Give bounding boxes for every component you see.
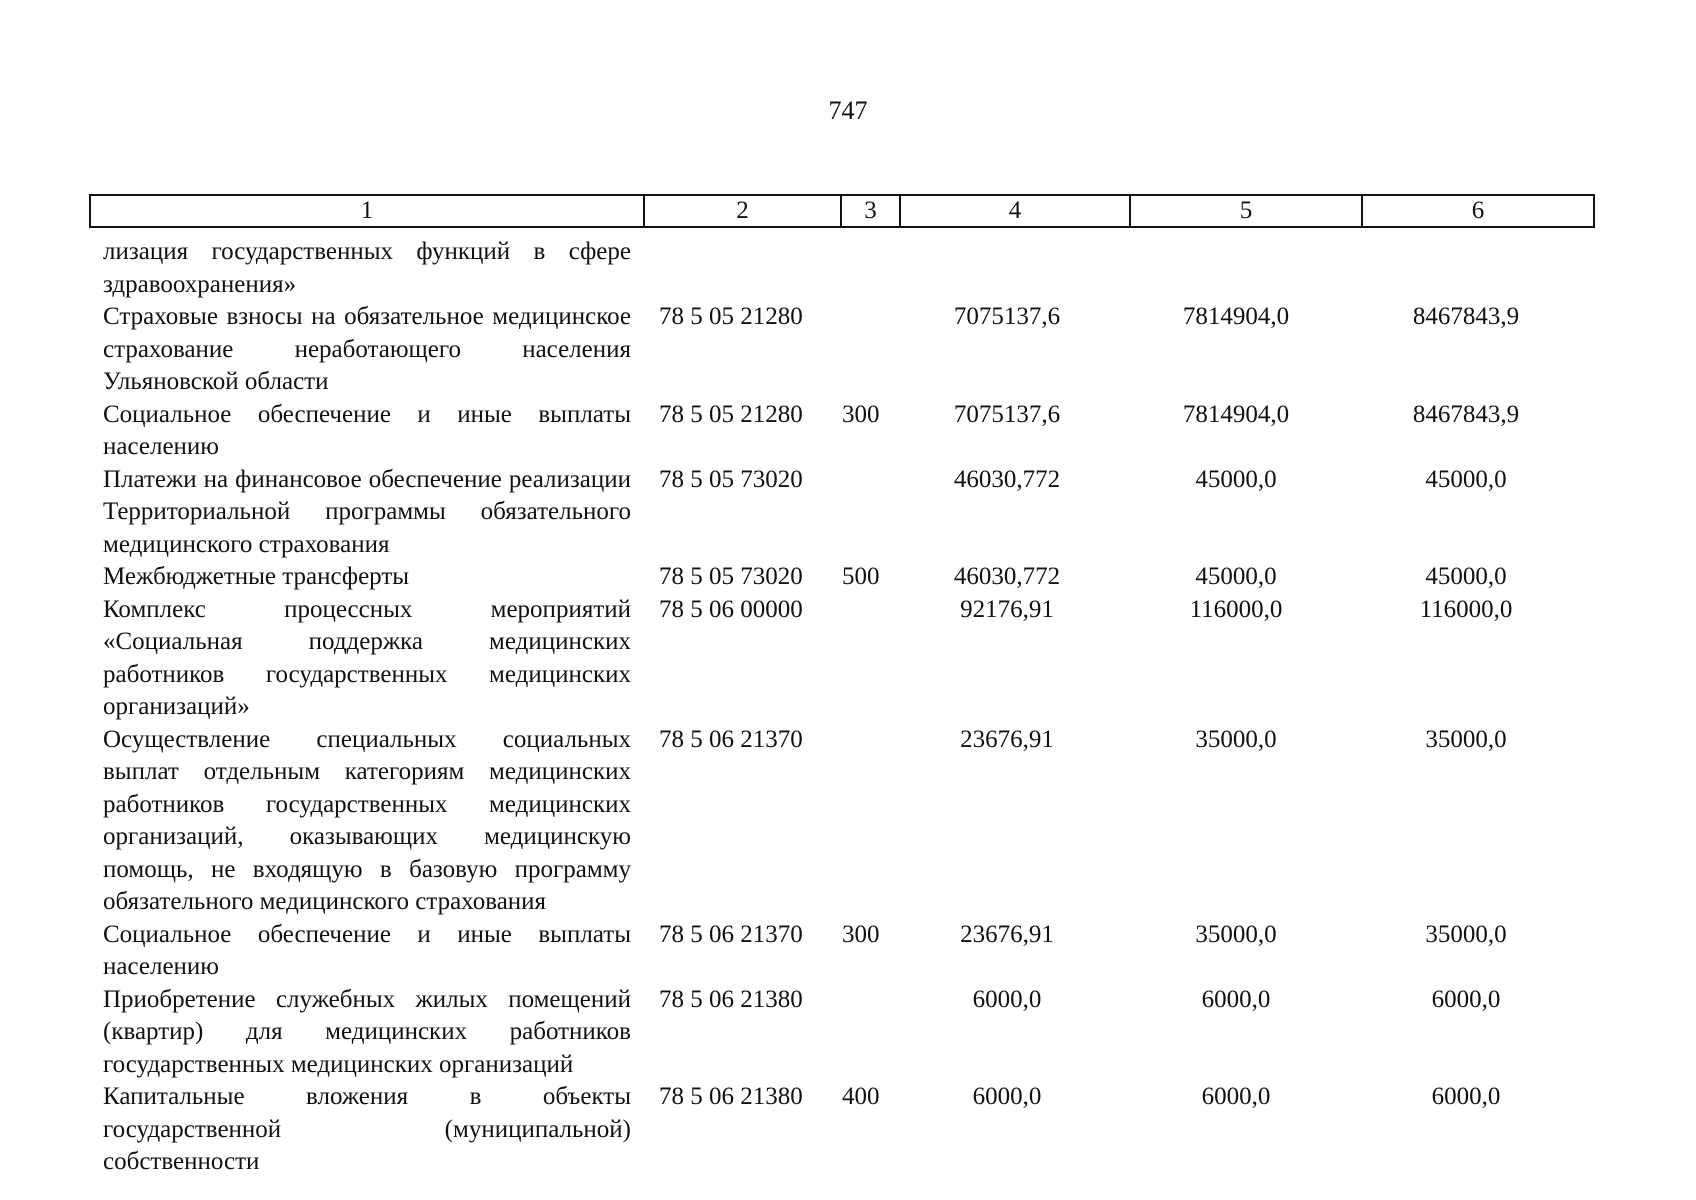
row-name-cell: Капитальные вложения в объекты государственной (муниципальной) собственности [103, 1083, 631, 1175]
page-number: 747 [828, 96, 868, 125]
row-type-cell [836, 594, 893, 724]
row-code-cell: 78 5 06 21370 [659, 920, 803, 948]
row-value-col4: 7075137,6 [953, 400, 1061, 428]
row-code-cell: 78 5 06 00000 [659, 595, 803, 623]
header-col-3: 3 [841, 195, 900, 227]
row-value-col6: 6000,0 [1431, 1083, 1501, 1110]
row-value-col6: 8467843,9 [1412, 303, 1520, 330]
row-type-cell [836, 984, 893, 1082]
row-type-cell [836, 464, 893, 562]
table-body [89, 236, 1581, 1179]
row-value-col4: 6000,0 [972, 985, 1042, 1013]
row-name-cell: Комплекс процессных мероприятий «Социальная поддержка медицинских работников государственных медицинских организаций» [103, 595, 631, 720]
row-type-cell [836, 301, 893, 399]
row-value-col6: 35000,0 [1425, 725, 1507, 753]
row-name-cell: лизация государственных функций в сфере здравоохранения» [103, 238, 631, 298]
row-name-cell: Осуществление специальных социальных выплат отдельным категориям медицинских работников государственных медицинских организаций, оказывающих медицинскую помощь, не входящую в базовую программу обязательного медицинского страхования [103, 725, 631, 915]
row-value-col5: 116000,0 [1189, 595, 1283, 623]
row-value-col5: 7814904,0 [1182, 400, 1290, 428]
table-row [89, 724, 1581, 919]
row-code-cell: 78 5 06 21380 [659, 1083, 803, 1110]
row-code-cell: 78 5 05 21280 [659, 400, 803, 428]
row-value-col5: 6000,0 [1201, 1083, 1271, 1110]
row-value-col5 [1121, 236, 1351, 301]
table-row [89, 464, 1581, 562]
row-value-col6: 116000,0 [1419, 595, 1513, 623]
row-code-cell: 78 5 05 21280 [659, 303, 803, 330]
row-name-cell: Социальное обеспечение и иные выплаты населению [103, 920, 631, 980]
table-row [89, 919, 1581, 984]
row-value-col6: 35000,0 [1425, 920, 1507, 948]
row-type-cell [836, 236, 893, 301]
table-header [89, 194, 1595, 228]
table-row [89, 1081, 1581, 1179]
row-value-col5: 35000,0 [1195, 920, 1277, 948]
row-type-cell: 300 [842, 400, 880, 428]
header-col-5: 5 [1130, 195, 1362, 227]
row-value-col6: 8467843,9 [1412, 400, 1520, 428]
table-row [89, 301, 1581, 399]
header-col-6: 6 [1362, 195, 1594, 227]
row-name-cell: Социальное обеспечение и иные выплаты населению [103, 400, 631, 460]
row-code-cell [641, 236, 836, 301]
row-value-col4: 23676,91 [960, 725, 1054, 753]
row-value-col4 [893, 236, 1121, 301]
table-row [89, 236, 1581, 301]
table-row [89, 594, 1581, 724]
row-name-cell: Межбюджетные трансферты [103, 563, 410, 590]
table-row [89, 399, 1581, 464]
row-type-cell: 400 [842, 1083, 880, 1110]
row-value-col6: 45000,0 [1425, 465, 1507, 493]
row-value-col6: 45000,0 [1425, 563, 1507, 590]
row-value-col5: 6000,0 [1201, 985, 1271, 1013]
row-name-cell: Платежи на финансовое обеспечение реализации Территориальной программы обязательного медицинского страхования [103, 465, 631, 558]
row-value-col6 [1351, 236, 1581, 301]
table-row [89, 984, 1581, 1082]
table-row [89, 561, 1581, 594]
row-code-cell: 78 5 05 73020 [659, 563, 803, 590]
row-value-col4: 92176,91 [960, 595, 1054, 623]
row-code-cell: 78 5 06 21380 [659, 985, 803, 1013]
row-name-cell: Приобретение служебных жилых помещений (квартир) для медицинских работников государственных медицинских организаций [103, 985, 631, 1078]
row-type-cell [836, 724, 893, 919]
row-value-col5: 45000,0 [1195, 465, 1277, 493]
row-value-col4: 46030,772 [953, 465, 1061, 493]
row-type-cell: 500 [842, 563, 880, 590]
row-value-col5: 7814904,0 [1182, 303, 1290, 330]
header-col-4: 4 [900, 195, 1130, 227]
row-value-col6: 6000,0 [1431, 985, 1501, 1013]
budget-table [89, 236, 1581, 1179]
header-col-1: 1 [90, 195, 644, 227]
row-value-col4: 23676,91 [960, 920, 1054, 948]
row-value-col4: 6000,0 [972, 1083, 1042, 1110]
row-name-cell: Страховые взносы на обязательное медицинское страхование неработающего населения Ульяновской области [103, 303, 631, 395]
row-value-col4: 46030,772 [953, 563, 1061, 590]
row-code-cell: 78 5 06 21370 [659, 725, 803, 753]
row-code-cell: 78 5 05 73020 [659, 465, 803, 493]
row-value-col5: 35000,0 [1195, 725, 1277, 753]
row-type-cell: 300 [842, 920, 880, 948]
row-value-col4: 7075137,6 [953, 303, 1061, 330]
header-col-2: 2 [644, 195, 841, 227]
row-value-col5: 45000,0 [1195, 563, 1277, 590]
